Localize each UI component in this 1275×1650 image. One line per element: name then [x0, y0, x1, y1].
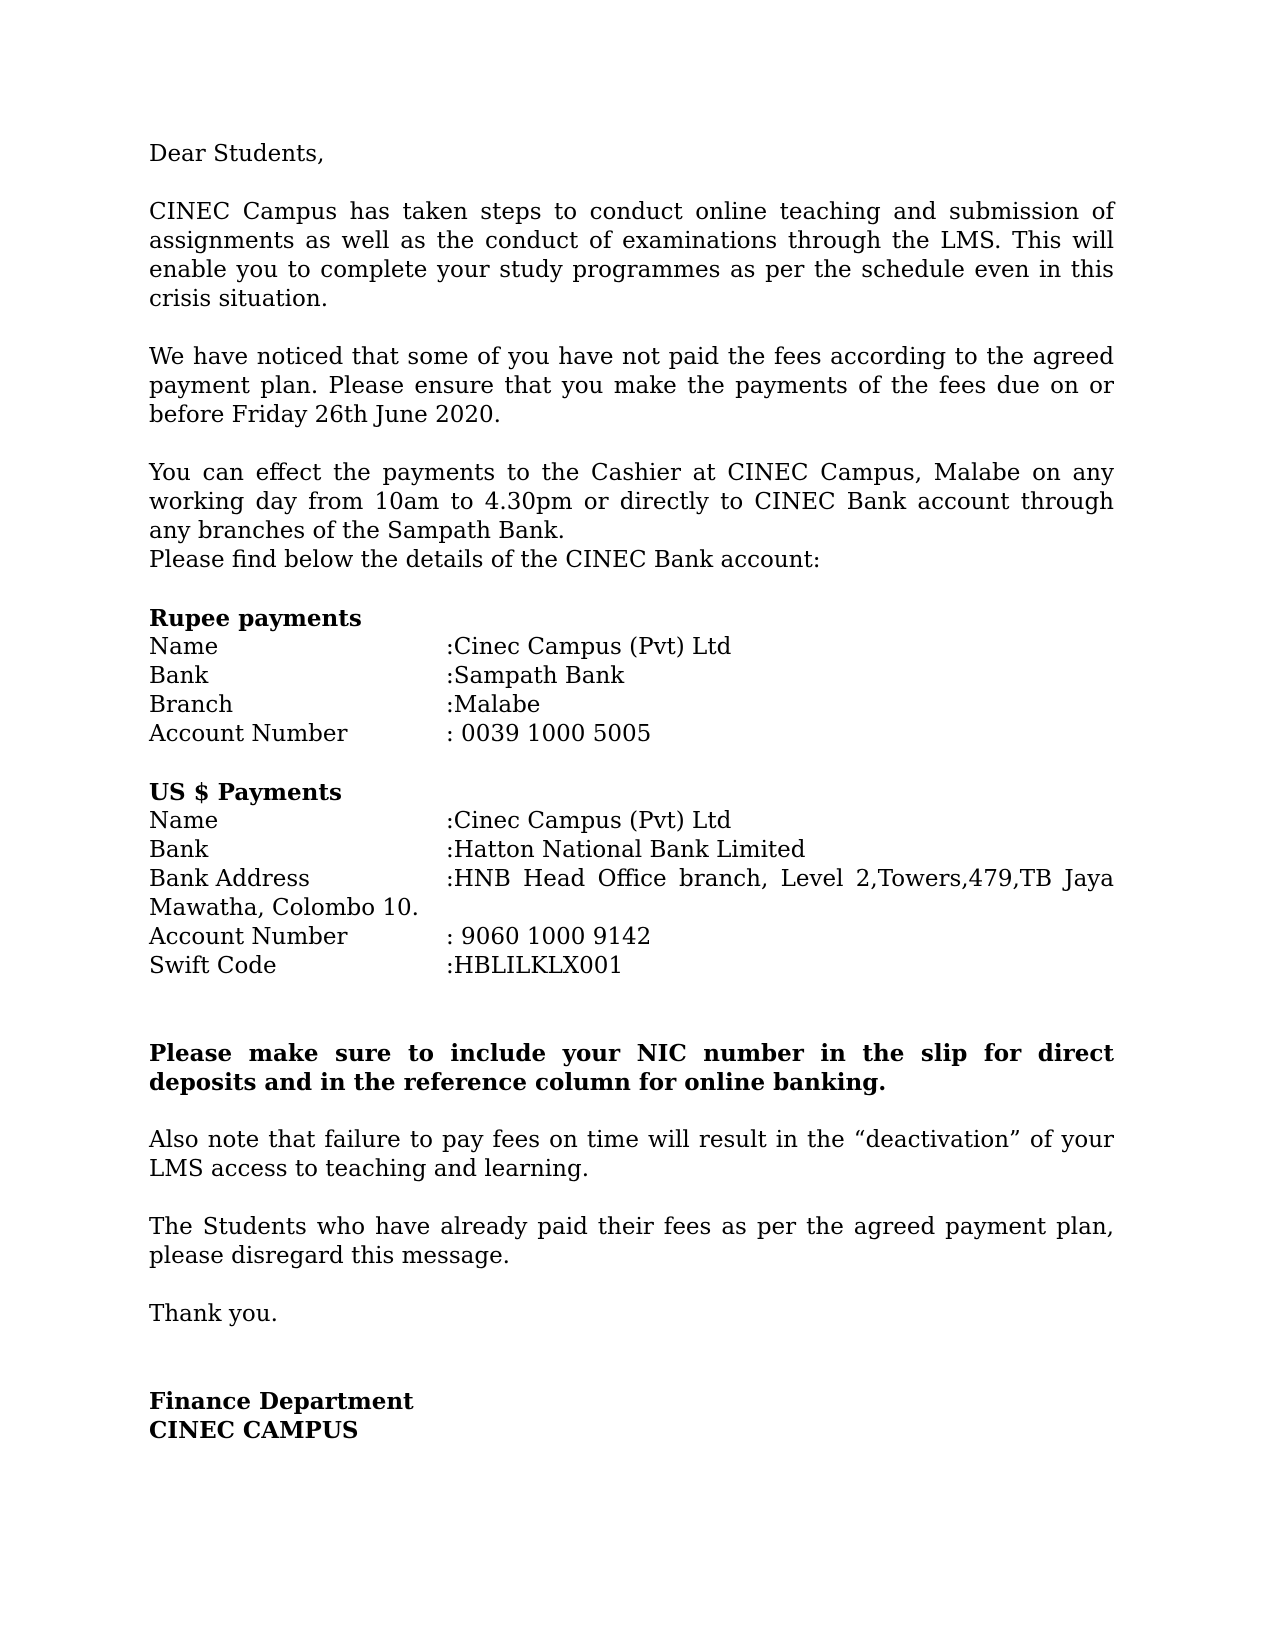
- field-label: Name: [149, 634, 219, 660]
- field-value: :Hatton National Bank Limited: [446, 837, 806, 863]
- usd-row-bank: [149, 836, 1114, 865]
- usd-row-account-number: [149, 923, 1114, 952]
- field-value: :HBLILKLX001: [446, 953, 624, 979]
- signature-department: Finance Department: [149, 1388, 414, 1415]
- usd-row-swift-code: [149, 952, 1114, 981]
- field-value: : 0039 1000 5005: [446, 721, 652, 747]
- field-label: Bank Address: [149, 866, 310, 892]
- rupee-payments-section: [149, 604, 1114, 749]
- signature-organization: CINEC CAMPUS: [149, 1417, 359, 1444]
- field-value: :Sampath Bank: [446, 663, 625, 689]
- usd-row-bank-address: [149, 865, 1114, 894]
- field-label: Bank: [149, 837, 209, 863]
- usd-heading: US $ Payments: [149, 779, 342, 806]
- intro-paragraph: CINEC Campus has taken steps to conduct online teaching and submission of assignments as well as the conduct of examinations through the LMS. This will enable you to complete your study programmes as per the schedule even in this crisis situation.: [149, 199, 1114, 312]
- field-label: Account Number: [149, 924, 348, 950]
- field-label: Swift Code: [149, 953, 277, 979]
- nic-reminder: Please make sure to include your NIC number in the slip for direct deposits and in the reference column for online banking.: [149, 1040, 1114, 1096]
- disregard-note: The Students who have already paid their fees as per the agreed payment plan, please disregard this message.: [149, 1214, 1114, 1269]
- thanks: Thank you.: [149, 1301, 278, 1327]
- payment-method-paragraph: You can effect the payments to the Cashier at CINEC Campus, Malabe on any working day from 10am to 4.30pm or directly to CINEC Bank account through any branches of the Sampath Bank.: [149, 460, 1114, 544]
- details-intro: Please find below the details of the CINEC Bank account:: [149, 547, 821, 573]
- field-label: Name: [149, 808, 219, 834]
- field-value: :Cinec Campus (Pvt) Ltd: [446, 808, 732, 834]
- bank-address-continuation: Mawatha, Colombo 10.: [149, 895, 419, 921]
- rupee-row-account-number: [149, 720, 1114, 749]
- signature-block: [149, 1387, 1114, 1445]
- field-value: : 9060 1000 9142: [446, 924, 652, 950]
- field-label: Account Number: [149, 721, 348, 747]
- rupee-row-bank: [149, 662, 1114, 691]
- letter: [149, 140, 1114, 1445]
- field-value: :Cinec Campus (Pvt) Ltd: [446, 634, 732, 660]
- notice-paragraph: We have noticed that some of you have not paid the fees according to the agreed payment plan. Please ensure that you make the payments of the fees due on or before Friday 26th June 2020.: [149, 344, 1114, 428]
- deactivation-note: Also note that failure to pay fees on time will result in the “deactivation” of your LMS access to teaching and learning.: [149, 1127, 1114, 1182]
- field-value: :Malabe: [446, 692, 541, 718]
- field-value: :HNB Head Office branch, Level 2,Towers,479,TB Jaya: [446, 866, 1114, 892]
- usd-row-name: [149, 807, 1114, 836]
- field-label: Bank: [149, 663, 209, 689]
- field-label: Branch: [149, 692, 234, 718]
- rupee-row-name: [149, 633, 1114, 662]
- greeting: Dear Students,: [149, 141, 325, 167]
- rupee-heading: Rupee payments: [149, 605, 362, 632]
- rupee-row-branch: [149, 691, 1114, 720]
- usd-payments-section: [149, 778, 1114, 981]
